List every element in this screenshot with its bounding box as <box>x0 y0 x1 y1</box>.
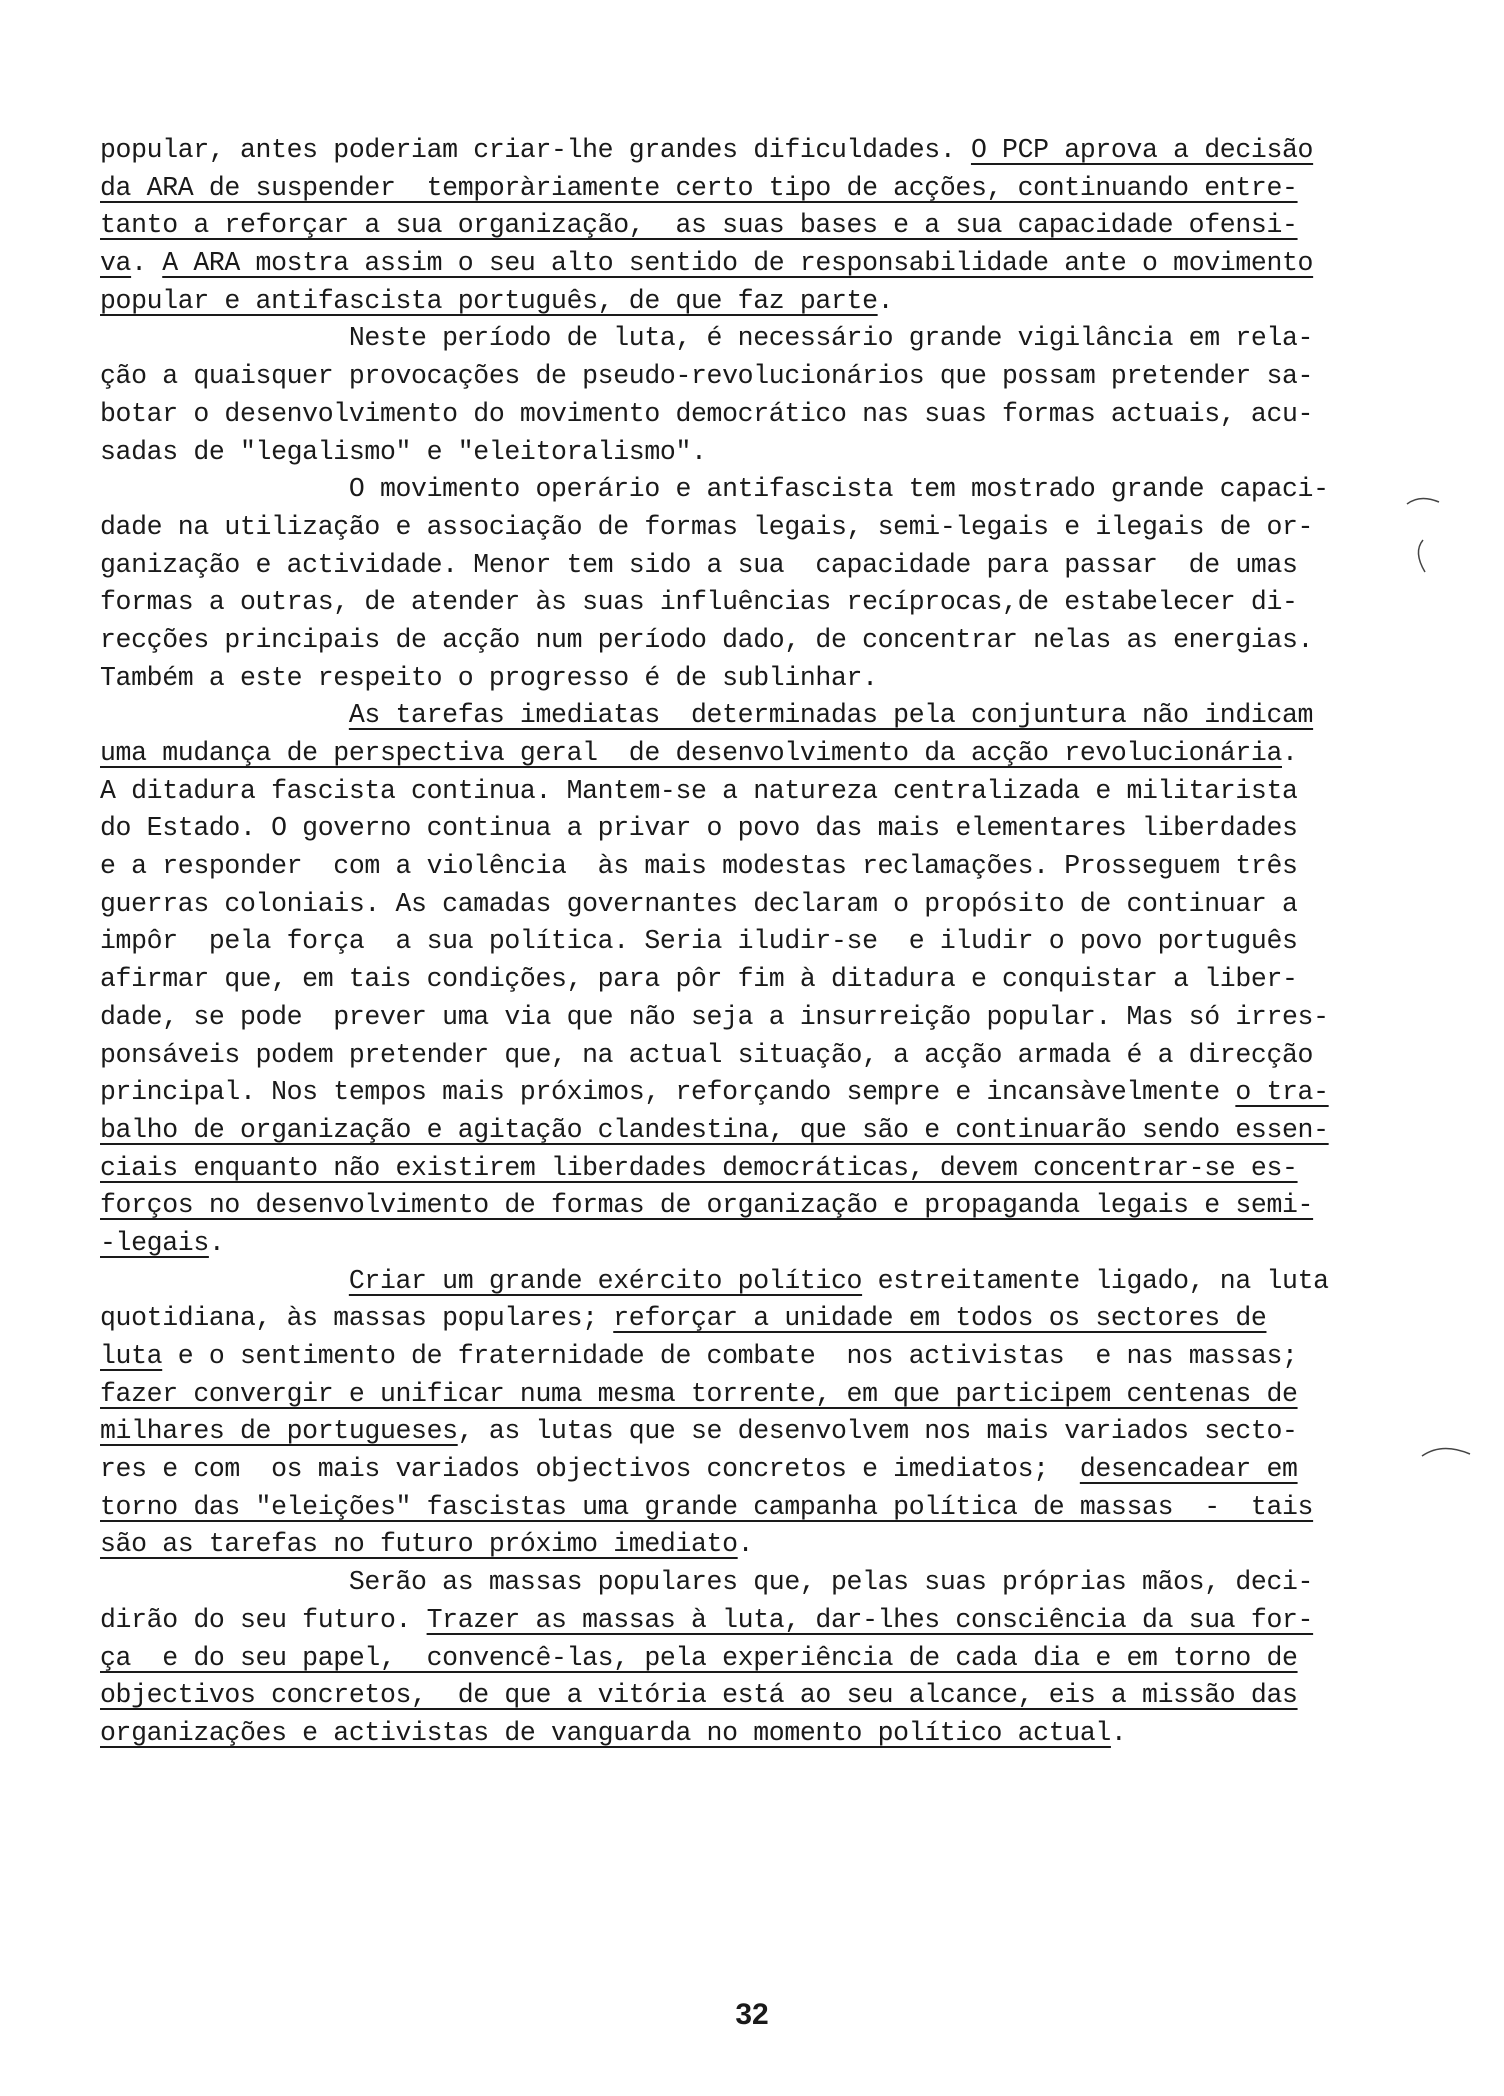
text-run: A ditadura fascista continua. Mantem-se a natureza centralizada e militarista <box>100 775 1298 806</box>
underlined-text: -legais <box>100 1227 209 1258</box>
text-run: sadas de "legalismo" e "eleitoralismo". <box>100 436 707 467</box>
text-line <box>100 622 1386 660</box>
underlined-text: va <box>100 248 132 279</box>
text-run: recções principais de acção num período dado, de concentrar nelas as energias. <box>100 624 1314 655</box>
text-run: . <box>877 285 894 316</box>
underlined-text: Criar um grande exército político <box>348 1265 863 1296</box>
body-text <box>100 132 1386 1753</box>
text-line <box>100 961 1386 999</box>
underlined-text: organizações e activistas de vanguarda no momento político actual <box>100 1717 1111 1748</box>
text-line <box>100 1338 1386 1376</box>
underlined-text: são as tarefas no futuro próximo imediato <box>100 1529 738 1560</box>
underlined-text: tanto a reforçar a sua organização, as suas bases e a sua capacidade ofensi- <box>100 210 1298 241</box>
underlined-text: ça e do seu papel, convencê-las, pela experiência de cada dia e em torno de <box>100 1642 1298 1673</box>
text-run: guerras coloniais. As camadas governantes declaram o propósito de continuar a <box>100 888 1298 919</box>
text-line <box>100 1263 1386 1301</box>
text-run: . <box>1282 738 1298 768</box>
text-line <box>100 358 1386 396</box>
text-line <box>100 1564 1386 1602</box>
text-line <box>100 1225 1386 1263</box>
text-run: . <box>208 1227 225 1258</box>
underlined-text: forços no desenvolvimento de formas de organização e propaganda legais e semi- <box>100 1190 1314 1221</box>
text-line <box>100 660 1386 698</box>
text-line <box>100 1187 1386 1225</box>
text-run: dade, se pode prever uma via que não seja a insurreição popular. Mas só irres- <box>100 1001 1329 1032</box>
text-line <box>100 1112 1386 1150</box>
underlined-text: milhares de portugueses <box>100 1416 458 1447</box>
underlined-text: objectivos concretos, de que a vitória está ao seu alcance, eis a missão das <box>100 1680 1298 1711</box>
text-line <box>100 1451 1386 1489</box>
text-line <box>100 923 1386 961</box>
underlined-text: uma mudança de perspectiva geral de desenvolvimento da acção revolucionária <box>100 738 1282 768</box>
text-run: formas a outras, de atender às suas influências recíprocas,de estabelecer di- <box>100 587 1298 618</box>
text-run: O movimento operário e antifascista tem mostrado grande capaci- <box>100 474 1329 505</box>
underlined-text: As tarefas imediatas determinadas pela conjuntura não indicam <box>348 700 1314 731</box>
text-line <box>100 509 1386 547</box>
text-run: . <box>1110 1717 1127 1748</box>
page-number: 32 <box>735 1998 769 2031</box>
text-line <box>100 396 1386 434</box>
text-line <box>100 207 1386 245</box>
text-run: botar o desenvolvimento do movimento democrático nas suas formas actuais, acu- <box>100 398 1314 429</box>
text-line <box>100 245 1386 283</box>
text-line <box>100 547 1386 585</box>
text-run: ção a quaisquer provocações de pseudo-revolucionários que possam pretender sa- <box>100 361 1314 392</box>
text-line <box>100 1037 1386 1075</box>
text-run: dirão do seu futuro. <box>100 1604 427 1635</box>
text-line <box>100 1150 1386 1188</box>
underlined-text: torno das "eleições" fascistas uma grande campanha política de massas - tais <box>100 1491 1314 1522</box>
text-run: e a responder com a violência às mais modestas reclamações. Prosseguem três <box>100 851 1298 882</box>
text-line <box>100 810 1386 848</box>
text-line <box>100 320 1386 358</box>
text-run <box>100 1266 349 1296</box>
text-line <box>100 999 1386 1037</box>
text-line <box>100 1602 1386 1640</box>
underlined-text: o tra- <box>1235 1077 1329 1108</box>
underlined-text: O PCP aprova a decisão <box>970 135 1314 165</box>
underlined-text: Trazer as massas à luta, dar-lhes consciência da sua for- <box>426 1604 1314 1635</box>
text-line <box>100 1640 1386 1678</box>
text-line <box>100 773 1386 811</box>
text-run: popular, antes poderiam criar-lhe grandes dificuldades. <box>100 135 971 165</box>
text-run: impôr pela força a sua política. Seria iludir-se e iludir o povo português <box>100 926 1298 957</box>
text-line <box>100 848 1386 886</box>
text-line <box>100 471 1386 509</box>
underlined-text: luta <box>100 1341 163 1371</box>
text-run: dade na utilização e associação de formas legais, semi-legais e ilegais de or- <box>100 511 1314 542</box>
margin-pencil-mark-1 <box>1405 492 1465 582</box>
underlined-text: da ARA de suspender temporàriamente certo tipo de acções, continuando entre- <box>100 172 1298 203</box>
text-line <box>100 434 1386 472</box>
text-run: Também a este respeito o progresso é de sublinhar. <box>100 662 878 693</box>
underlined-text: A ARA mostra assim o seu alto sentido de responsabilidade ante o movimento <box>162 248 1314 279</box>
text-run: do Estado. O governo continua a privar o povo das mais elementares liberdades <box>100 813 1298 844</box>
text-line <box>100 697 1386 735</box>
text-line <box>100 1074 1386 1112</box>
text-line <box>100 132 1386 170</box>
margin-pencil-mark-2 <box>1420 1438 1480 1468</box>
underlined-text: ciais enquanto não existirem liberdades democráticas, devem concentrar-se es- <box>100 1152 1298 1183</box>
underlined-text: desencadear em <box>1079 1454 1298 1485</box>
text-line <box>100 170 1386 208</box>
text-run <box>100 700 349 730</box>
text-line <box>100 1413 1386 1451</box>
text-run: principal. Nos tempos mais próximos, reforçando sempre e incansàvelmente <box>100 1077 1236 1108</box>
text-run: ponsáveis podem pretender que, na actual situação, a acção armada é a direcção <box>100 1039 1314 1070</box>
text-line <box>100 1677 1386 1715</box>
text-line <box>100 1715 1386 1753</box>
text-line <box>100 1489 1386 1527</box>
text-line <box>100 1376 1386 1414</box>
text-run: estreitamente ligado, na luta <box>862 1265 1329 1296</box>
text-run: , as lutas que se desenvolvem nos mais variados secto- <box>457 1416 1298 1447</box>
text-line <box>100 886 1386 924</box>
text-run: e o sentimento de fraternidade de combate nos activistas e nas massas; <box>162 1341 1298 1371</box>
underlined-text: popular e antifascista português, de que faz parte <box>100 285 878 316</box>
underlined-text: reforçar a unidade em todos os sectores de <box>613 1303 1267 1334</box>
text-run: afirmar que, em tais condições, para pôr fim à ditadura e conquistar a liber- <box>100 964 1298 995</box>
text-line <box>100 584 1386 622</box>
text-run: . <box>737 1529 754 1560</box>
text-line <box>100 283 1386 321</box>
text-run: quotidiana, às massas populares; <box>100 1303 614 1334</box>
text-line <box>100 1300 1386 1338</box>
underlined-text: fazer convergir e unificar numa mesma torrente, em que participem centenas de <box>100 1378 1298 1409</box>
text-line <box>100 735 1386 773</box>
underlined-text: balho de organização e agitação clandestina, que são e continuarão sendo essen- <box>100 1114 1329 1145</box>
text-run: ganização e actividade. Menor tem sido a sua capacidade para passar de umas <box>100 549 1298 580</box>
text-run: res e com os mais variados objectivos concretos e imediatos; <box>100 1454 1080 1485</box>
text-run: Neste período de luta, é necessário grande vigilância em rela- <box>100 323 1314 354</box>
text-run: . <box>131 248 163 279</box>
text-line <box>100 1526 1386 1564</box>
text-run: Serão as massas populares que, pelas suas próprias mãos, deci- <box>100 1567 1314 1598</box>
